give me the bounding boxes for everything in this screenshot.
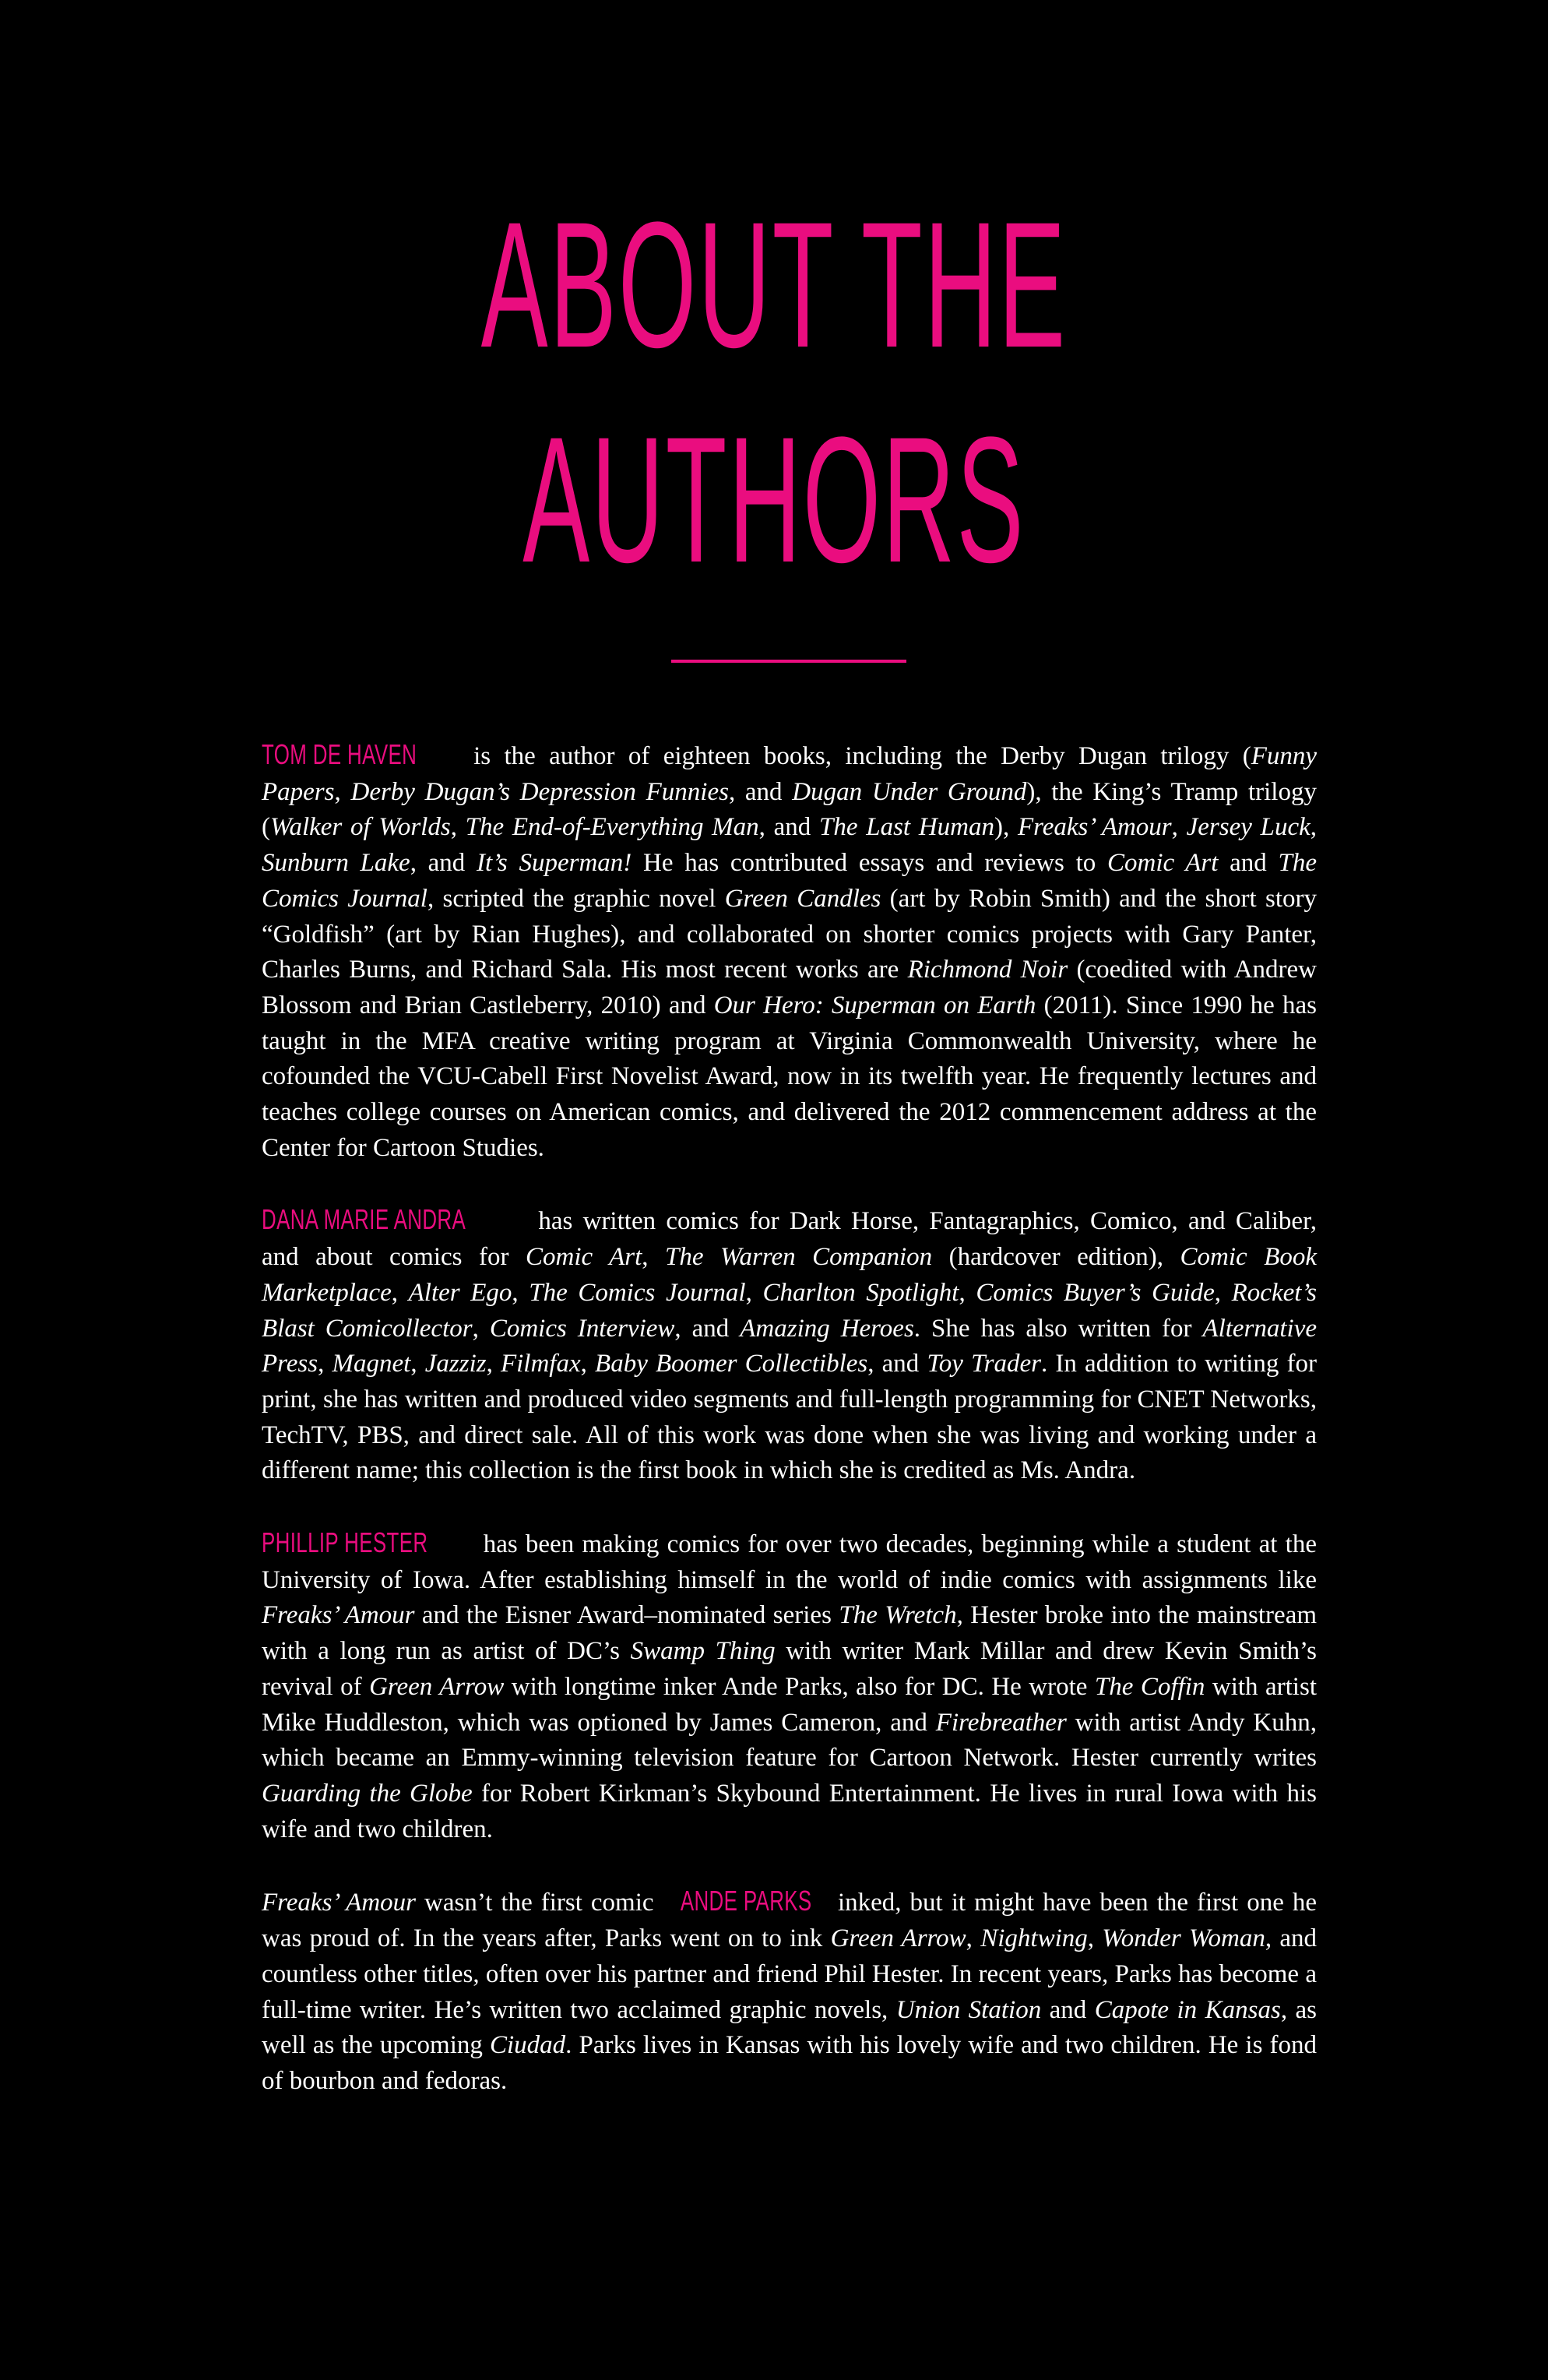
bio-text: inked, but it might have been the first one he was proud of. In the years after, Parks went on to ink Green Arrow, Nightwing, Wonder Woman, and countless other titles, often over his partner and friend Phil Hester. In recent years, Parks has become a full-time writer. He’s written two acclaimed graphic novels, Union Station and Capote in Kansas, as well as the upcoming Ciudad. Parks lives in Kansas with his lovely wife and two children. He is fond of bourbon and fedoras. [262, 1889, 1318, 2095]
title-line-1: ABOUT THE [480, 185, 1068, 385]
bio-lead-text: Freaks’ Amour wasn’t the first comic [262, 1889, 654, 1917]
page-title [340, 178, 1207, 607]
author-name: ANDE PARKS [680, 1885, 812, 1917]
bio-ande-parks [262, 1883, 1317, 2099]
bio-text: has written comics for Dark Horse, Fantagraphics, Comico, and Caliber, and about comics for Comic Art, The Warren Companion (hardcover edition), Comic Book Marketplace, Alter Ego, The Comics Journal, Charlton Spotlight, Comics Buyer’s Guide, Rocket’s Blast Comicollector, Comics Interview, and Amazing Heroes. She has also written for Alternative Press, Magnet, Jazziz, Filmfax, Baby Boomer Collectibles, and Toy Trader. In addition to writing for print, she has written and produced video segments and full-length programming for CNET Networks, TechTV, PBS, and direct sale. All of this work was done when she was living and working under a different name; this collection is the first book in which she is credited as Ms. Andra. [262, 1207, 1318, 1485]
title-line-2: AUTHORS [522, 400, 1026, 600]
author-name: PHILLIP HESTER [262, 1526, 428, 1559]
bio-dana-marie-andra [262, 1202, 1317, 1489]
bio-text: is the author of eighteen books, including the Derby Dugan trilogy (Funny Papers, Derby Dugan’s Depression Funnies, and Dugan Under Ground), the King’s Tramp trilogy (Walker of Worlds, The End-of-Everything Man, and The Last Human), Freaks’ Amour, Jersey Luck, Sunburn Lake, and It’s Superman! He has contributed essays and reviews to Comic Art and The Comics Journal, scripted the graphic novel Green Candles (art by Robin Smith) and the short story “Goldfish” (art by Rian Hughes), and collaborated on shorter comics projects with Gary Panter, Charles Burns, and Richard Sala. His most recent works are Richmond Noir (coedited with Andrew Blossom and Brian Castleberry, 2010) and Our Hero: Superman on Earth (2011). Since 1990 he has taught in the MFA creative writing program at Virginia Commonwealth University, where he cofounded the VCU-Cabell First Novelist Award, now in its twelfth year. He frequently lectures and teaches college courses on American comics, and delivered the 2012 commencement address at the Center for Cartoon Studies. [262, 742, 1318, 1162]
title-divider [671, 660, 906, 663]
bio-phillip-hester [262, 1525, 1317, 1847]
bio-tom-de-haven [262, 737, 1317, 1166]
bio-text: has been making comics for over two decades, beginning while a student at the University of Iowa. After establishing himself in the world of indie comics with assignments like Freaks’ Amour and the Eisner Award–nominated series The Wretch, Hester broke into the mainstream with a long run as artist of DC’s Swamp Thing with writer Mark Millar and drew Kevin Smith’s revival of Green Arrow with longtime inker Ande Parks, also for DC. He wrote The Coffin with artist Mike Huddleston, which was optioned by James Cameron, and Firebreather with artist Andy Kuhn, which became an Emmy-winning television feature for Cartoon Network. Hester currently writes Guarding the Globe for Robert Kirkman’s Skybound Entertainment. He lives in rural Iowa with his wife and two children. [262, 1530, 1318, 1843]
author-bios [262, 737, 1317, 2135]
author-name: DANA MARIE ANDRA [262, 1203, 466, 1236]
author-name: TOM DE HAVEN [262, 738, 417, 770]
